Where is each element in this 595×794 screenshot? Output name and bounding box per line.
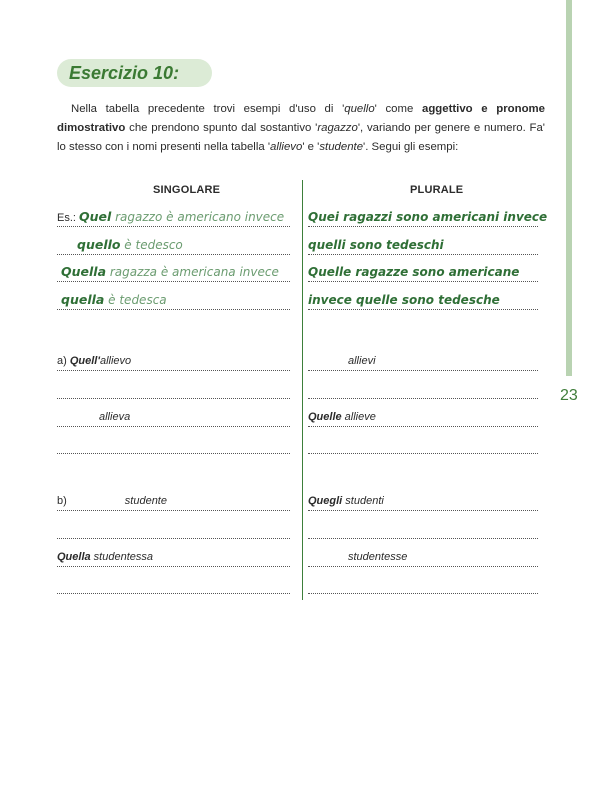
- b-right-line-3[interactable]: studentesse: [308, 550, 538, 567]
- example-right-line-3: Quelle ragazze sono americane: [308, 265, 538, 282]
- a-left-line-3[interactable]: allieva: [57, 410, 290, 427]
- a-right-line-1[interactable]: allievi: [308, 354, 538, 371]
- a-left-line-4[interactable]: [57, 437, 290, 454]
- header-plurale: PLURALE: [410, 184, 464, 196]
- b-left-line-2[interactable]: [57, 522, 290, 539]
- a-right-line-3[interactable]: Quelle allieve: [308, 410, 538, 427]
- example-right-line-1: Quei ragazzi sono americani invece: [308, 210, 538, 227]
- header-singolare: SINGOLARE: [153, 184, 221, 196]
- margin-accent-bar: [566, 0, 572, 376]
- example-left-line-2: quello è tedesco: [57, 238, 290, 255]
- example-right-line-4: invece quelle sono tedesche: [308, 293, 538, 310]
- exercise-title: Esercizio 10:: [69, 63, 180, 83]
- b-right-line-4[interactable]: [308, 577, 538, 594]
- example-left-line-3: Quella ragazza è americana invece: [57, 265, 290, 282]
- a-left-line-2[interactable]: [57, 382, 290, 399]
- b-right-line-2[interactable]: [308, 522, 538, 539]
- b-left-line-3[interactable]: Quella studentessa: [57, 550, 290, 567]
- example-left-line-4: quella è tedesca: [57, 293, 290, 310]
- a-right-line-4[interactable]: [308, 437, 538, 454]
- instructions: Nella tabella precedente trovi esempi d'uso di 'quello' come aggettivo e pronome dimostrativo che prendono spunto dal sostantivo 'ragazzo', variando per genere e numero. Fa' lo stesso con i nomi presenti nella tabella 'allievo' e 'studente'. Segui gli esempi:: [57, 103, 545, 153]
- a-left-line-1[interactable]: a) Quell'allievo: [57, 354, 290, 371]
- a-right-line-2[interactable]: [308, 382, 538, 399]
- b-right-line-1[interactable]: Quegli studenti: [308, 494, 538, 511]
- b-left-line-1[interactable]: b) studente: [57, 494, 290, 511]
- example-right-line-2: quelli sono tedeschi: [308, 238, 538, 255]
- example-left-line-1: Es.: Quel ragazzo è americano invece: [57, 210, 290, 227]
- page-number: 23: [560, 387, 578, 404]
- column-divider: [302, 180, 303, 600]
- b-left-line-4[interactable]: [57, 577, 290, 594]
